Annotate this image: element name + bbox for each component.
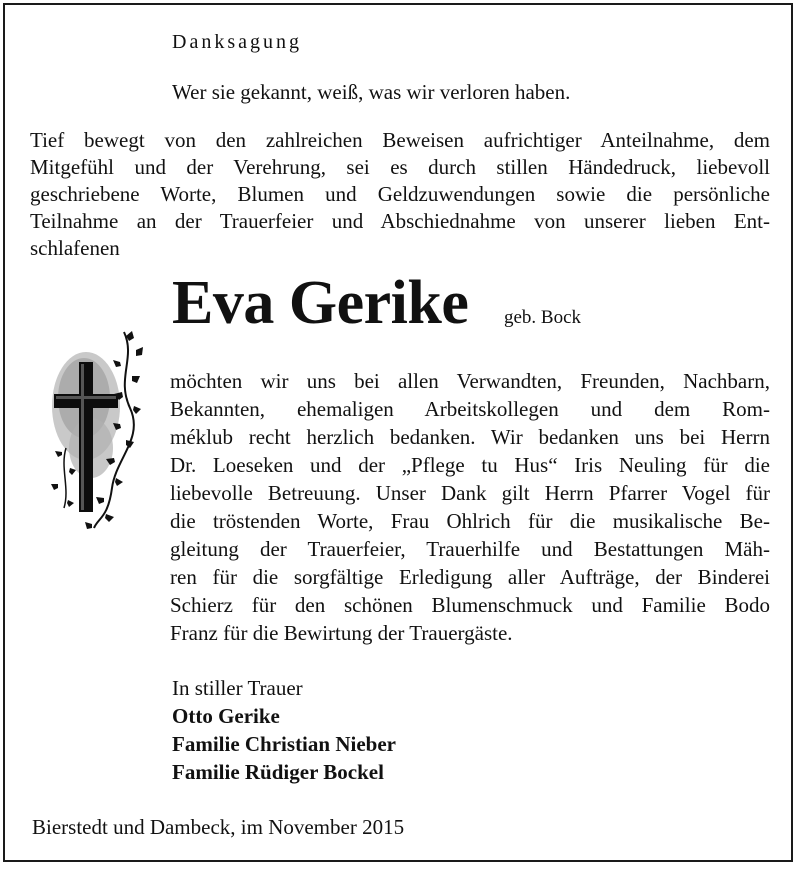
body-line: die tröstenden Worte, Frau Ohlrich für die musikalische Be- [170,509,770,533]
intro-line: geschriebene Worte, Blumen und Geldzuwendungen sowie die persönliche [30,182,770,206]
place-date-footer: Bierstedt und Dambeck, im November 2015 [32,815,405,839]
signatory-name: Otto Gerike [172,704,280,728]
intro-line: Tief bewegt von den zahlreichen Beweisen aufrichtiger Anteilnahme, dem [30,128,770,152]
intro-line: Teilnahme an der Trauerfeier und Abschiednahme von unserer lieben Ent- [30,209,770,233]
cross-with-ivy-icon [46,328,156,534]
body-line: Franz für die Bewirtung der Trauergäste. [170,621,513,645]
signatory-name: Familie Rüdiger Bockel [172,760,384,784]
thanks-paragraph [170,367,770,647]
body-line: Dr. Loeseken und der „Pflege tu Hus“ Iris Neuling für die [170,453,770,477]
notice-heading: Danksagung [172,31,302,53]
body-line: ren für die sorgfältige Erledigung aller Aufträge, der Binderei [170,565,770,589]
signature-intro: In stiller Trauer [172,676,303,700]
intro-line: schlafenen [30,236,120,260]
intro-line: Mitgefühl und der Verehrung, sei es durch stillen Händedruck, liebevoll [30,155,770,179]
body-line: gleitung der Trauerfeier, Trauerhilfe und Bestattungen Mäh- [170,537,770,561]
deceased-name: Eva Gerike [172,269,469,337]
intro-paragraph [30,127,770,262]
body-line: liebevolle Betreuung. Unser Dank gilt Herrn Pfarrer Vogel für [170,481,770,505]
body-line: Bekannten, ehemaligen Arbeitskollegen und dem Rom- [170,397,770,421]
birth-name: geb. Bock [504,307,582,328]
body-line: méklub recht herzlich bedanken. Wir bedanken uns bei Herrn [170,425,770,449]
signatory-name: Familie Christian Nieber [172,732,396,756]
memorial-quote: Wer sie gekannt, weiß, was wir verloren haben. [172,80,571,104]
body-line: möchten wir uns bei allen Verwandten, Freunden, Nachbarn, [170,369,770,393]
body-line: Schierz für den schönen Blumenschmuck und Familie Bodo [170,593,770,617]
